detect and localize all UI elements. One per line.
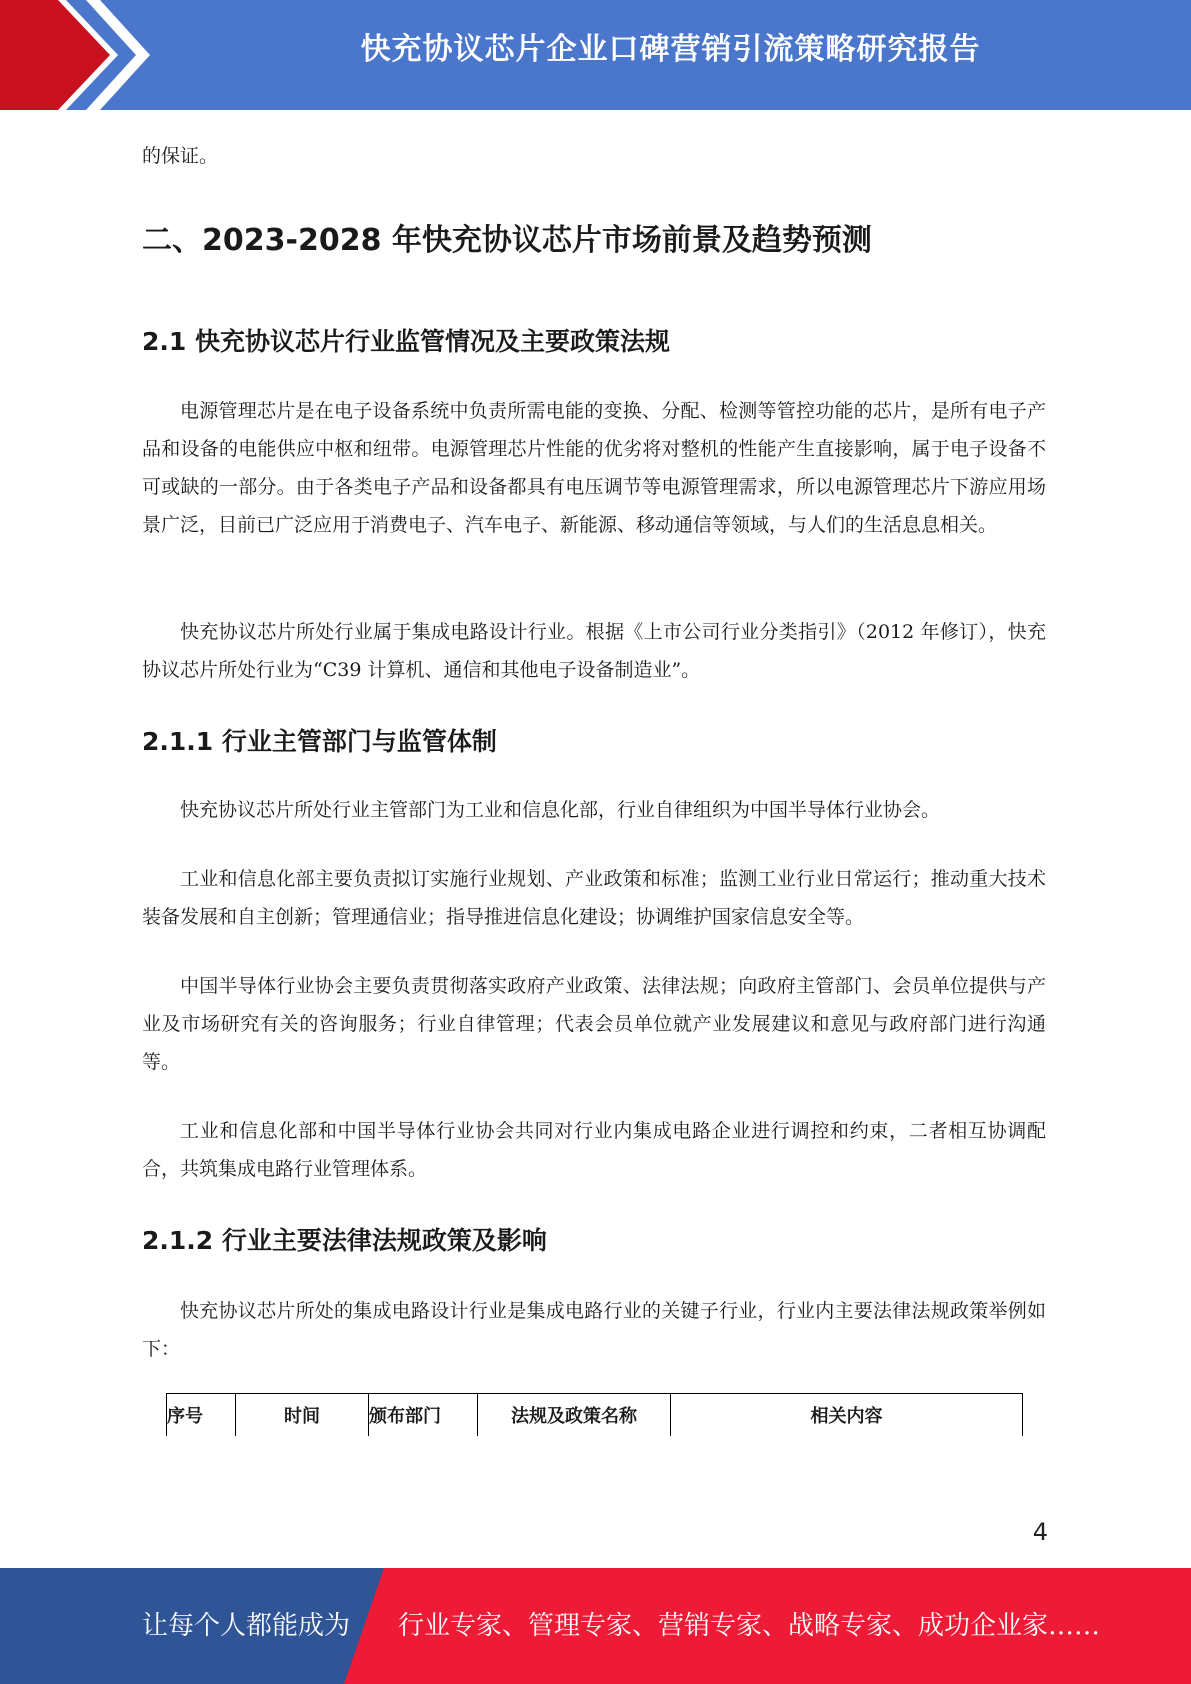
paragraph-industry-classification: 快充协议芯片所处行业属于集成电路设计行业。根据《上市公司行业分类指引》（2012 年修订），快充协议芯片所处行业为“C39 计算机、通信和其他电子设备制造业”。 bbox=[142, 621, 1046, 681]
subsection-heading-2-1-2: 2.1.2 行业主要法律法规政策及影响 bbox=[142, 1226, 547, 1255]
column-header-date: 时间 bbox=[236, 1394, 369, 1437]
paragraph-laws-intro: 快充协议芯片所处的集成电路设计行业是集成电路行业的关键子行业，行业内主要法律法规政策举例如下： bbox=[142, 1300, 1046, 1360]
column-header-index: 序号 bbox=[167, 1394, 236, 1437]
subsection-heading-2-1: 2.1 快充协议芯片行业监管情况及主要政策法规 bbox=[142, 327, 670, 356]
regulations-table bbox=[166, 1393, 1023, 1436]
table-header-row bbox=[167, 1394, 1023, 1437]
subsection-heading-2-1-1: 2.1.1 行业主管部门与监管体制 bbox=[142, 727, 497, 756]
paragraph-power-management: 电源管理芯片是在电子设备系统中负责所需电能的变换、分配、检测等管控功能的芯片，是所有电子产品和设备的电能供应中枢和纽带。电源管理芯片性能的优劣将对整机的性能产生直接影响，属于电子设备不可或缺的一部分。由于各类电子产品和设备都具有电压调节等电源管理需求，所以电源管理芯片下游应用场景广泛，目前已广泛应用于消费电子、汽车电子、新能源、移动通信等领域，与人们的生活息息相关。 bbox=[142, 400, 1046, 536]
column-header-content: 相关内容 bbox=[671, 1394, 1023, 1437]
header-banner bbox=[0, 0, 1191, 110]
footer-slogan-right: 行业专家、管理专家、营销专家、战略专家、成功企业家…… bbox=[398, 1611, 1101, 1641]
footer-slogan-left: 让每个人都能成为 bbox=[142, 1611, 351, 1641]
column-header-policy-name: 法规及政策名称 bbox=[478, 1394, 671, 1437]
page-number: 4 bbox=[1032, 1518, 1048, 1546]
paragraph-regulator: 快充协议芯片所处行业主管部门为工业和信息化部，行业自律组织为中国半导体行业协会。 bbox=[180, 799, 941, 821]
column-header-department: 颁布部门 bbox=[369, 1394, 478, 1437]
header-arrow-icon bbox=[0, 0, 160, 110]
continuation-text: 的保证。 bbox=[142, 145, 219, 167]
footer-banner bbox=[0, 1568, 1191, 1684]
paragraph-miit-duties: 工业和信息化部主要负责拟订实施行业规划、产业政策和标准；监测工业行业日常运行；推动重大技术装备发展和自主创新；管理通信业；指导推进信息化建设；协调维护国家信息安全等。 bbox=[142, 868, 1046, 928]
paragraph-joint-regulation: 工业和信息化部和中国半导体行业协会共同对行业内集成电路企业进行调控和约束，二者相互协调配合，共筑集成电路行业管理体系。 bbox=[142, 1120, 1046, 1180]
section-heading: 二、2023-2028 年快充协议芯片市场前景及趋势预测 bbox=[142, 223, 872, 258]
paragraph-csia-duties: 中国半导体行业协会主要负责贯彻落实政府产业政策、法律法规；向政府主管部门、会员单位提供与产业及市场研究有关的咨询服务；行业自律管理；代表会员单位就产业发展建议和意见与政府部门进行沟通等。 bbox=[142, 975, 1046, 1073]
report-title: 快充协议芯片企业口碑营销引流策略研究报告 bbox=[360, 32, 981, 67]
